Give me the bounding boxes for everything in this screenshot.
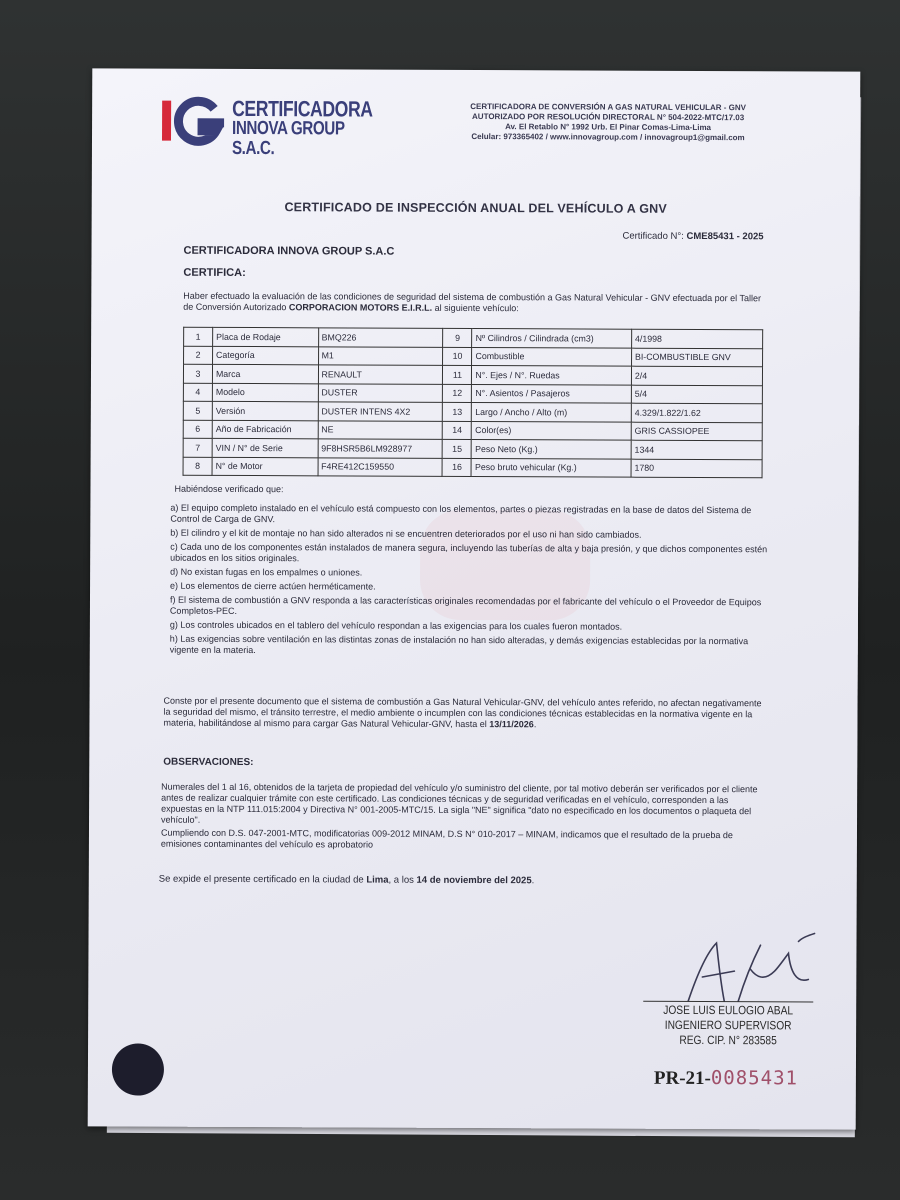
field-value: DUSTER [318, 383, 443, 402]
intro-text-2: al siguiente vehículo: [432, 302, 519, 314]
header-info-line-3: Av. El Retablo N° 1992 Urb. El Pinar Comas-Lima-Lima [505, 122, 712, 133]
certificate-number-label: Certificado N°: [622, 230, 684, 242]
conste-paragraph [163, 696, 769, 732]
field-label: Peso Neto (Kg.) [472, 439, 632, 458]
issued-end: . [531, 875, 535, 887]
field-value: DUSTER INTENS 4X2 [318, 402, 443, 421]
field-value: 4.329/1.822/1.62 [631, 403, 762, 422]
field-label: N°. Asientos / Pasajeros [472, 384, 632, 403]
issued-city: Lima [366, 874, 389, 886]
field-label: Largo / Ancho / Alto (m) [472, 402, 632, 421]
issued-text-1: Se expide el presente certificado en la ciudad de [158, 873, 367, 886]
field-value: BMQ226 [318, 328, 443, 347]
row-number: 1 [184, 327, 213, 346]
signatory-name: JOSE LUIS EULOGIO ABAL [643, 1001, 813, 1019]
observaciones-heading: OBSERVACIONES: [163, 756, 254, 769]
row-number: 12 [443, 384, 472, 403]
vehicle-table-row [183, 401, 762, 422]
certificate-number-value: CME85431 - 2025 [686, 230, 764, 243]
field-label: Versión [212, 401, 318, 420]
check-item: e) Los elementos de cierre actúen herméticamente. [170, 580, 376, 592]
verified-intro: Habiéndose verificado que: [174, 483, 284, 495]
vehicle-table-row [183, 364, 762, 385]
check-item: f) El sistema de combustión a GNV responda a las características originales recomendadas por el fabricante del vehículo o el Proveedor de Equipos Completos-PEC. [169, 594, 762, 616]
certificate-number [622, 231, 763, 243]
header-info-line-2: AUTORIZADO POR RESOLUCIÓN DIRECTORAL N° 504-2022-MTC/17.03 [472, 111, 745, 123]
signatory-role: INGENIERO SUPERVISOR [664, 1017, 792, 1033]
row-number: 4 [183, 383, 212, 402]
intro-text-1: Haber efectuado la evaluación de las condiciones de seguridad del sistema de combustión a Gas Natural Vehicular - GNV efectuada por el Taller de Conversión Autorizado [183, 290, 762, 313]
observaciones-text [161, 782, 771, 855]
ig-logo-icon [158, 95, 238, 149]
certifica-heading: CERTIFICA: [183, 266, 246, 280]
document-title: CERTIFICADO DE INSPECCIÓN ANUAL DEL VEHÍCULO A GNV [284, 200, 667, 216]
row-number: 11 [443, 365, 472, 384]
row-number: 2 [184, 346, 213, 365]
field-value: 1344 [631, 440, 762, 459]
row-number: 5 [183, 401, 212, 420]
logo-line-1: CERTIFICADORA [232, 95, 373, 122]
signatory-registration: REG. CIP. N° 283585 [679, 1032, 777, 1048]
verification-checklist [170, 503, 771, 662]
handwritten-signature [678, 931, 818, 1012]
certificate-document [88, 68, 861, 1129]
serial-number [654, 1067, 798, 1091]
observation-paragraph-2: Cumpliendo con D.S. 047-2001-MTC, modificatorias 009-2012 MINAM, D.S N° 010-2017 – MINAM, indicamos que el resultado de la prueba de emisiones contaminantes del vehículo es aprobatorio [160, 827, 733, 850]
vehicle-table-row [184, 346, 763, 367]
field-label: N°. Ejes / N°. Ruedas [472, 365, 632, 384]
field-value: 4/1998 [632, 329, 763, 348]
field-value: M1 [318, 346, 443, 365]
issued-text-2: , a los [388, 874, 417, 886]
field-label: Combustible [472, 347, 632, 366]
issued-date: 14 de noviembre del 2025 [416, 874, 532, 887]
punch-hole [112, 1043, 164, 1095]
check-item: c) Cada uno de los componentes están instalados de manera segura, incluyendo las tuberías de alta y baja presión, y que dichos componentes estén ubicados en los sitios originales. [170, 541, 768, 564]
intro-paragraph [183, 291, 773, 316]
logo-wordmark [231, 95, 373, 160]
workshop-name: CORPORACION MOTORS E.I.R.L. [288, 302, 433, 313]
vehicle-table-row [183, 438, 762, 459]
field-label: Peso bruto vehicular (Kg.) [471, 458, 631, 477]
check-item: b) El cilindro y el kit de montaje no han sido alterados ni se encuentren deteriorados por el uso ni han sido cambiados. [170, 527, 642, 540]
field-label: Nº Cilindros / Cilindrada (cm3) [472, 328, 632, 347]
field-label: Año de Fabricación [212, 420, 318, 439]
row-number: 13 [443, 402, 472, 421]
row-number: 8 [183, 457, 212, 476]
header-info-line-1: CERTIFICADORA DE CONVERSIÓN A GAS NATURAL VEHICULAR - GNV [470, 101, 747, 113]
field-value: BI-COMBUSTIBLE GNV [631, 348, 762, 367]
field-value: 1780 [631, 459, 762, 478]
logo-line-2: INNOVA GROUP S.A.C. [231, 117, 345, 160]
signatory-block [643, 1001, 813, 1049]
field-label: Placa de Rodaje [213, 327, 319, 346]
field-value: 2/4 [631, 366, 762, 385]
field-label: VIN / N° de Serie [212, 438, 318, 457]
vehicle-data-table [183, 327, 764, 479]
field-value: RENAULT [318, 365, 443, 384]
check-item: h) Las exigencias sobre ventilación en las distintas zonas de instalación no han sido alteradas, y demás exigencias establecidas por la normativa vigente en la materia. [169, 633, 749, 656]
check-item: g) Los controles ubicados en el tablero del vehículo respondan a las exigencias para los cuales fueron montados. [169, 619, 623, 632]
row-number: 16 [442, 458, 471, 477]
vehicle-table-row [183, 457, 762, 478]
observation-paragraph-1: Numerales del 1 al 16, obtenidos de la tarjeta de propiedad del vehículo y/o suministro del cliente, por tal motivo deberán ser verificados por el cliente antes de realizar cualquier trámite con este certificado. Las condiciones técnicas y de seguridad verificadas en el vehículo, corresponden a las expuestas en la NTP 111.015:2004 y Directiva N° 001-2005-MTC/15. La sigla "NE" significa "dato no especificado en los documentos o plaqueta del vehículo". [161, 781, 758, 825]
field-label: N° de Motor [212, 457, 318, 476]
row-number: 15 [443, 439, 472, 458]
row-number: 10 [443, 347, 472, 366]
field-value: 5/4 [631, 385, 762, 404]
vehicle-table-row [183, 383, 762, 404]
conste-text: Conste por el presente documento que el sistema de combustión a Gas Natural Vehicular-GNV, del vehículo antes referido, no afectan negativamente la seguridad del mismo, el tránsito terrestre, el medio ambiente o incumplen con las condiciones técnicas establecidas en la normativa vigente en la materia, habilitándose al mismo para cargar Gas Natural Vehicular-GNV, hasta el [163, 695, 762, 730]
issued-statement [159, 874, 535, 887]
serial-prefix: PR-21- [653, 1067, 711, 1090]
field-value: 9F8HSR5B6LM928977 [318, 439, 443, 458]
document-header [158, 91, 818, 160]
row-number: 9 [443, 328, 472, 347]
row-number: 14 [443, 421, 472, 440]
serial-digits: 0085431 [710, 1067, 799, 1090]
header-info-line-4: Celular: 973365402 / www.innovagroup.com / innovagroup1@gmail.com [471, 131, 745, 143]
vehicle-table-row [183, 420, 762, 441]
company-logo [158, 91, 373, 160]
vehicle-table-row [184, 327, 763, 348]
row-number: 3 [183, 364, 212, 383]
check-item: d) No existan fugas en los empalmes o uniones. [170, 566, 363, 578]
field-label: Modelo [212, 383, 318, 402]
field-value: F4RE412C159550 [318, 457, 443, 476]
conste-end: . [533, 719, 537, 730]
row-number: 7 [183, 438, 212, 457]
field-label: Categoría [213, 346, 319, 365]
field-label: Marca [212, 364, 318, 383]
field-value: NE [318, 420, 443, 439]
row-number: 6 [183, 420, 212, 439]
field-value: GRIS CASSIOPEE [631, 422, 762, 441]
check-item: a) El equipo completo instalado en el vehículo está compuesto con los elementos, partes o piezas registradas en la base de datos del Sistema de Control de Carga de GNV. [170, 502, 752, 525]
field-label: Color(es) [472, 421, 632, 440]
company-heading: CERTIFICADORA INNOVA GROUP S.A.C [183, 244, 395, 258]
header-contact-info [408, 102, 808, 144]
valid-until-date: 13/11/2026 [489, 719, 534, 730]
